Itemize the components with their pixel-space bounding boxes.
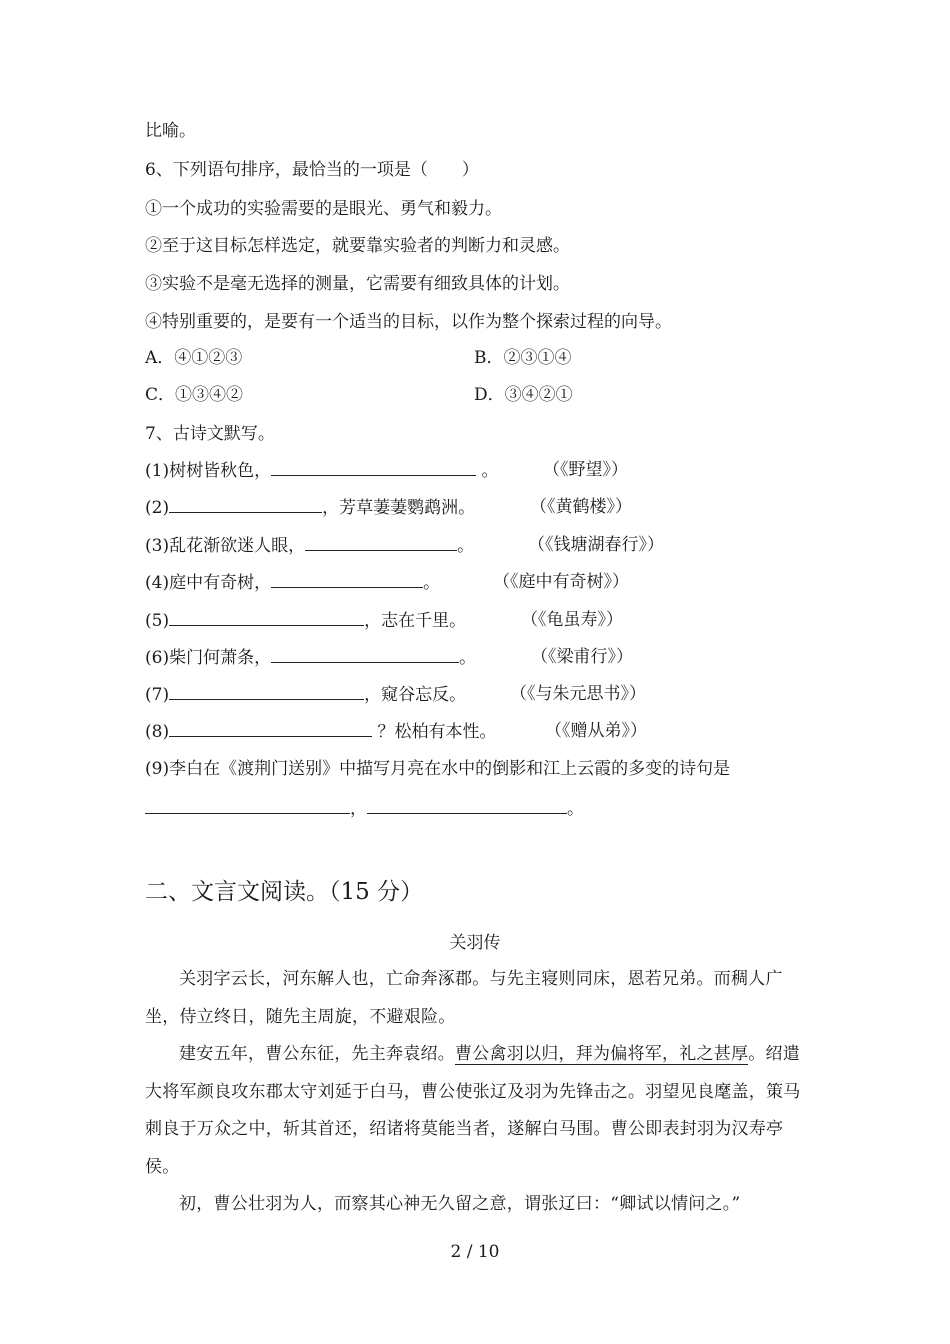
q7-line-1-punct: 。: [476, 461, 499, 481]
q7-line-4-source: （《庭中有奇树》）: [493, 572, 629, 592]
passage-paragraph-3: [145, 1186, 807, 1224]
question-6-prompt: 6、下列语句排序，最恰当的一项是（ ）: [145, 160, 479, 180]
q7-item-9-comma: ，: [350, 799, 367, 819]
q7-line-2-source: （《黄鹤楼》）: [530, 497, 632, 517]
q7-line-5-punct: ，志在千里。: [364, 611, 467, 631]
answer-blank[interactable]: [271, 645, 459, 663]
q7-line-1-source: （《野望》）: [543, 460, 628, 480]
passage-title: 关羽传: [449, 933, 501, 953]
q7-line-2-text: (2): [145, 498, 170, 518]
q7-line-6-source: （《梁甫行》）: [531, 647, 633, 667]
q6-option-a: A．④①②③: [145, 348, 243, 368]
q7-line-7-source: （《与朱元思书》）: [510, 684, 646, 704]
q7-line-3-source: （《钱塘湖春行》）: [528, 535, 664, 555]
q7-line-4-text: (4)庭中有奇树，: [145, 573, 272, 593]
q7-line-5-source: （《龟虽寿》）: [521, 610, 623, 630]
q6-option-b: B．②③①④: [474, 348, 572, 368]
q6-item-1: ①一个成功的实验需要的是眼光、勇气和毅力。: [145, 199, 502, 219]
q7-item-9-answer: [145, 796, 815, 821]
q7-line-7-punct: ，窥谷忘反。: [364, 685, 467, 705]
answer-blank[interactable]: [169, 682, 364, 700]
q7-line-1: [145, 458, 815, 483]
q7-line-8-source: （《赠从弟》）: [545, 721, 647, 741]
q7-line-6-text: (6)柴门何萧条，: [145, 648, 272, 668]
q7-line-8-text: (8): [145, 722, 170, 742]
question-7-prompt: 7、古诗文默写。: [145, 424, 275, 444]
q7-line-5-text: (5): [145, 611, 170, 631]
q7-line-3: [145, 533, 815, 558]
q7-line-2: [145, 495, 815, 520]
answer-blank[interactable]: [271, 570, 423, 588]
q7-line-8: [145, 719, 815, 744]
q7-line-3-punct: 。: [457, 536, 475, 556]
answer-blank[interactable]: [271, 458, 476, 476]
q7-line-8-punct: ？松柏有本性。: [372, 722, 497, 742]
answer-blank[interactable]: [367, 796, 567, 814]
page-number: 2 / 10: [450, 1242, 500, 1262]
passage-paragraph-2: [145, 1036, 807, 1186]
paragraph-text: 。绍遣大将军颜良攻东郡太守刘延于白马，曹公使张辽及羽为先锋击之。羽望见良麾盖，策马刺良于万众之中，斩其首还，绍诸将莫能当者，遂解白马围。曹公即表封羽为汉寿亭侯。: [145, 1044, 801, 1177]
paragraph-text: 建安五年，曹公东征，先主奔袁绍。: [179, 1044, 455, 1064]
q6-item-4: ④特别重要的，是要有一个适当的目标，以作为整个探索过程的向导。: [145, 312, 672, 332]
q7-line-6: [145, 645, 815, 670]
q7-line-4-punct: 。: [423, 573, 441, 593]
q6-item-2: ②至于这目标怎样选定，就要靠实验者的判断力和灵感。: [145, 236, 570, 256]
section-heading: 二、文言文阅读。（15 分）: [145, 879, 424, 905]
underlined-sentence: 曹公禽羽以归，拜为偏将军，礼之甚厚: [455, 1044, 749, 1064]
q7-line-5: [145, 608, 815, 633]
answer-blank[interactable]: [145, 796, 350, 814]
q7-line-2-punct: ，芳草萋萋鹦鹉洲。: [322, 498, 476, 518]
passage-paragraph-1: [145, 961, 807, 1036]
q7-line-3-text: (3)乱花渐欲迷人眼，: [145, 536, 306, 556]
paragraph-text: 初，曹公壮羽为人，而察其心神无久留之意，谓张辽曰：“卿试以情问之。”: [179, 1194, 741, 1214]
answer-blank[interactable]: [169, 719, 372, 737]
answer-blank[interactable]: [169, 495, 322, 513]
answer-blank[interactable]: [169, 608, 364, 626]
q6-option-d: D．③④②①: [474, 385, 573, 405]
q7-line-6-punct: 。: [459, 648, 477, 668]
q7-line-1-text: (1)树树皆秋色，: [145, 461, 272, 481]
q7-line-4: [145, 570, 815, 595]
q7-item-9-period: 。: [567, 799, 584, 819]
paragraph-text: 关羽字云长，河东解人也，亡命奔涿郡。与先主寝则同床，恩若兄弟。而稠人广坐，侍立终日，随先主周旋，不避艰险。: [145, 969, 783, 1027]
q7-line-7: [145, 682, 815, 707]
answer-blank[interactable]: [305, 533, 457, 551]
q7-line-7-text: (7): [145, 685, 170, 705]
q7-item-9: (9)李白在《渡荆门送别》中描写月亮在水中的倒影和江上云霞的多变的诗句是: [145, 759, 731, 779]
q6-item-3: ③实验不是毫无选择的测量，它需要有细致具体的计划。: [145, 274, 570, 294]
q6-option-c: C．①③④②: [145, 385, 244, 405]
continued-text: 比喻。: [145, 121, 196, 141]
